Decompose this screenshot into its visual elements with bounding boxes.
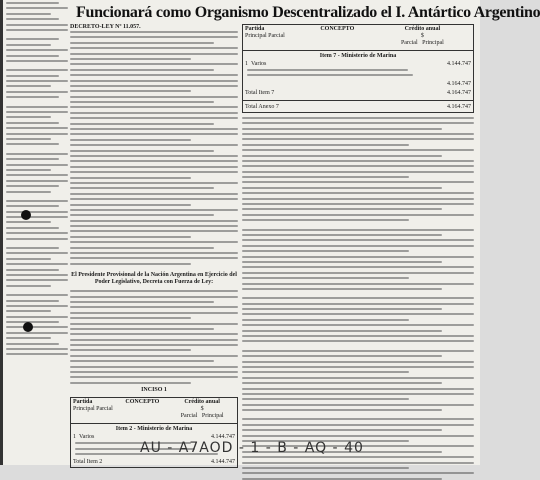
row-total bbox=[71, 458, 237, 467]
col-parcial-r: Parcial bbox=[268, 33, 285, 39]
row-total-label: Total Item 2 bbox=[73, 459, 103, 466]
budget-table-right bbox=[242, 24, 474, 113]
row-total-anexo-label: Total Anexo 7 bbox=[245, 103, 279, 110]
row-total-label-r: Total Item 7 bbox=[245, 89, 275, 96]
row-item-title: Item 2 - Ministerio de Marina bbox=[115, 426, 193, 433]
inciso-label bbox=[70, 387, 238, 394]
row-varios-label-r: Varios bbox=[251, 61, 267, 67]
row-total-anexo-value: 4.164.747 bbox=[447, 103, 471, 110]
row-second-value-r: 4.164.747 bbox=[447, 80, 471, 87]
col-credito-unit: $ bbox=[200, 406, 204, 413]
col-concepto: CONCEPTO bbox=[125, 399, 160, 406]
row-num: 1 bbox=[73, 434, 76, 441]
col-parcial-2: Parcial bbox=[180, 413, 198, 420]
row-total-r bbox=[243, 89, 473, 98]
row-total-value: 4.144.747 bbox=[211, 459, 235, 466]
row-varios-value: 4.144.747 bbox=[211, 434, 235, 441]
col-concepto-r: CONCEPTO bbox=[320, 26, 355, 32]
col-principal-parcial bbox=[73, 406, 115, 413]
col-principal-r: Principal bbox=[245, 33, 267, 39]
right-column-body bbox=[242, 117, 474, 480]
row-item-title-r: Item 7 - Ministerio de Marina bbox=[319, 53, 397, 59]
headline: Funcionará como Organismo Descentralizado el I. Antártico Argentino bbox=[76, 4, 540, 21]
col-partida: Partida bbox=[73, 399, 93, 406]
col-partida-r: Partida bbox=[245, 26, 265, 32]
col-parcial: Parcial bbox=[96, 406, 113, 413]
row-num-r: 1 bbox=[245, 61, 248, 67]
decree-opening: DECRETO-LEY Nº 11.057. bbox=[70, 24, 141, 30]
left-column-text bbox=[0, 0, 68, 445]
row-total-anexo-r bbox=[243, 103, 473, 112]
right-column bbox=[242, 24, 474, 454]
punch-hole-bottom bbox=[23, 322, 33, 332]
col-credito-unit-r: $ bbox=[420, 33, 424, 39]
decree-heading: El Presidente Provisional de la Nación Argentina en Ejercicio del Poder Legislativo, Decreta con Fuerza de Ley: bbox=[71, 272, 237, 286]
col-principal-2-r: Principal bbox=[422, 40, 444, 46]
punch-hole-top bbox=[21, 210, 31, 220]
inciso-number: 1 bbox=[163, 387, 167, 394]
col-principal: Principal bbox=[73, 406, 95, 413]
col-credito-r: Crédito anual bbox=[404, 26, 441, 32]
row-varios-value-r: 4.144.747 bbox=[447, 61, 471, 67]
col-parcial-2-r: Parcial bbox=[400, 40, 418, 46]
row-second-r bbox=[243, 80, 473, 89]
row-varios-r bbox=[243, 60, 473, 69]
archive-stamp: AU - A7AOD - 1 - B - AQ - 40 bbox=[140, 440, 364, 456]
budget-table-left bbox=[70, 397, 238, 468]
col-credito: Crédito anual bbox=[184, 399, 220, 406]
row-total-value-r: 4.164.747 bbox=[447, 89, 471, 96]
middle-column bbox=[70, 24, 238, 466]
inciso-word: INCISO bbox=[141, 387, 163, 394]
row-varios-label: Varios bbox=[79, 434, 95, 441]
col-principal-2: Principal bbox=[201, 413, 224, 420]
